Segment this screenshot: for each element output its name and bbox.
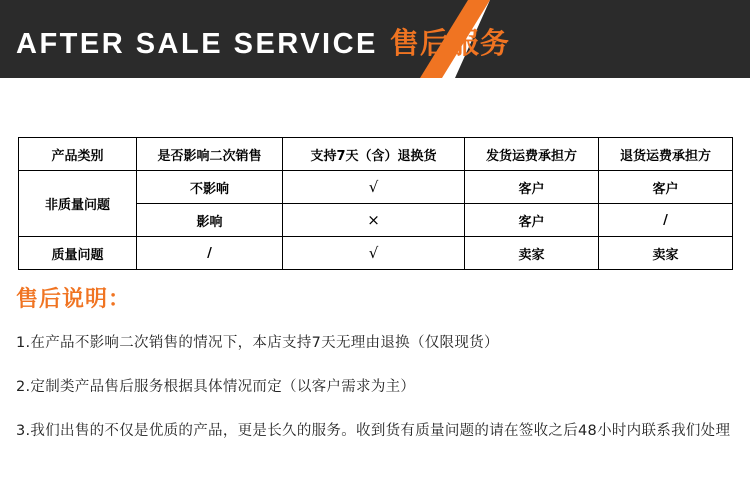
banner-title-english: AFTER SALE SERVICE (16, 28, 378, 60)
row-return-mark-cell: × (283, 204, 465, 237)
table-header-cell: 退货运费承担方 (599, 138, 733, 171)
table-header-cell: 是否影响二次销售 (137, 138, 283, 171)
table-row (19, 237, 733, 270)
table-header-row (19, 138, 733, 171)
after-sale-policy-table-container (18, 137, 732, 270)
notes-heading: 售后说明： (16, 287, 132, 312)
row-shipping-payer-cell: 客户 (465, 171, 599, 204)
table-header-cell: 支持7天（含）退换货 (283, 138, 465, 171)
table-header-cell: 发货运费承担方 (465, 138, 599, 171)
row-category-cell: 质量问题 (19, 237, 137, 270)
row-return-mark-cell: √ (283, 171, 465, 204)
row-category-cell: 非质量问题 (19, 171, 137, 237)
row-shipping-payer-cell: 客户 (465, 204, 599, 237)
row-resale-cell: / (137, 237, 283, 270)
row-return-mark-cell: √ (283, 237, 465, 270)
note-item: 1.在产品不影响二次销售的情况下，本店支持7天无理由退换（仅限现货） (16, 335, 499, 351)
banner-title-chinese: 售后服务 (389, 26, 510, 60)
table-row (19, 171, 733, 204)
note-item: 2.定制类产品售后服务根据具体情况而定（以客户需求为主） (16, 379, 416, 395)
row-return-payer-cell: 卖家 (599, 237, 733, 270)
after-sale-policy-table (18, 137, 733, 270)
row-return-payer-cell: 客户 (599, 171, 733, 204)
after-sale-notes-section (16, 282, 734, 463)
row-resale-cell: 不影响 (137, 171, 283, 204)
table-header-cell: 产品类别 (19, 138, 137, 171)
row-shipping-payer-cell: 卖家 (465, 237, 599, 270)
row-return-payer-cell: / (599, 204, 733, 237)
banner-title (16, 21, 510, 62)
page-header-banner (0, 0, 750, 78)
note-item: 3.我们出售的不仅是优质的产品，更是长久的服务。收到货有质量问题的请在签收之后48小时内联系我们处理 (16, 423, 731, 439)
row-resale-cell: 影响 (137, 204, 283, 237)
